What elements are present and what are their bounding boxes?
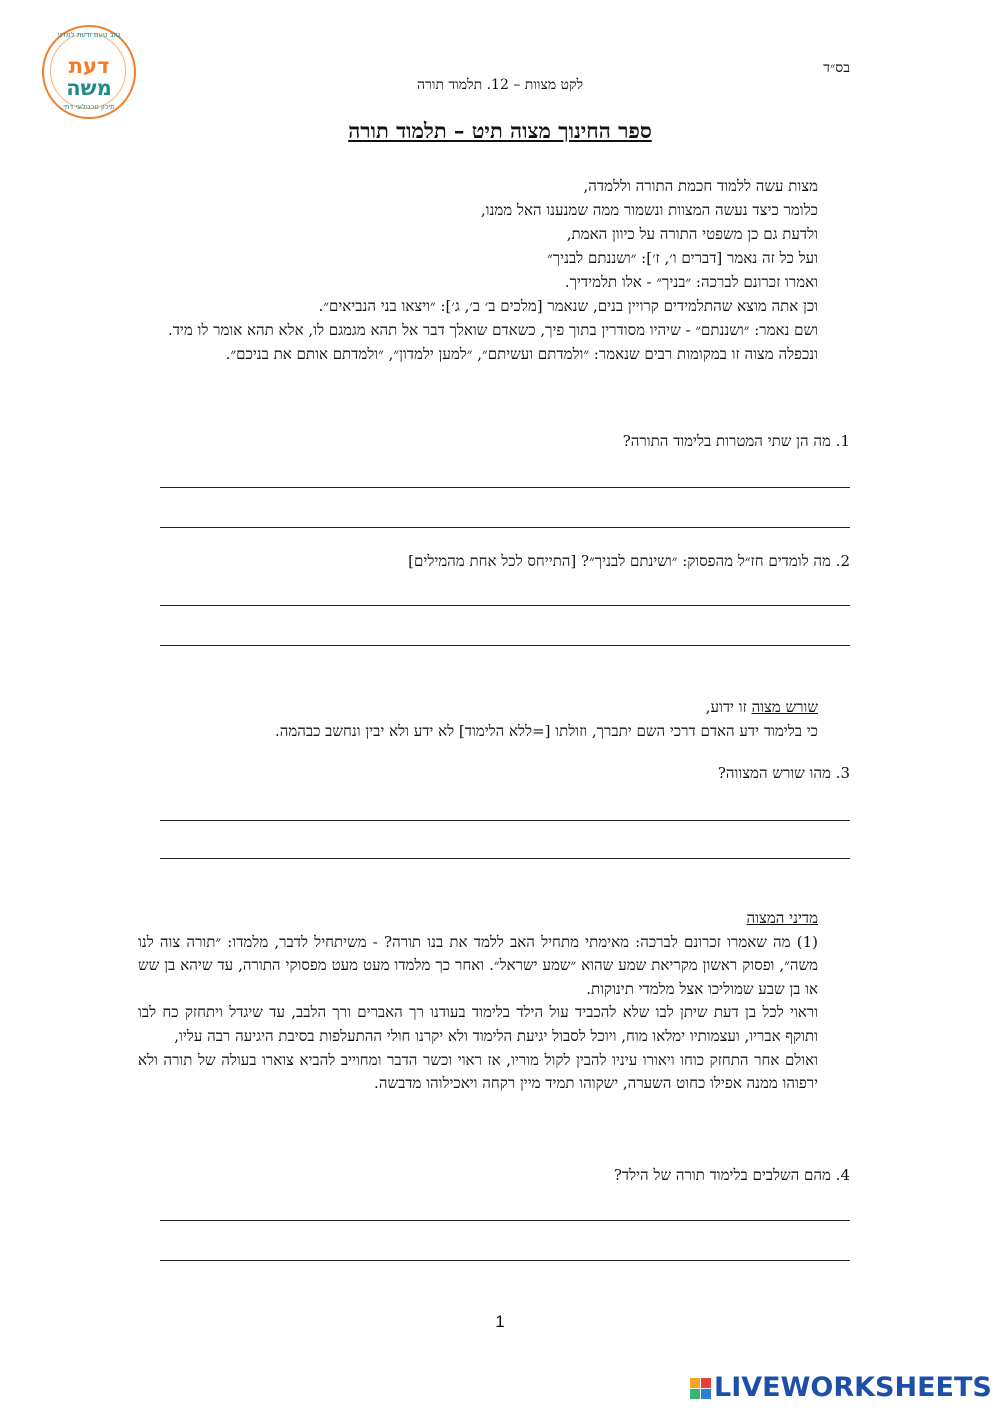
school-logo — [42, 25, 136, 119]
intro-line: ונכפלה מצוה זו במקומות רבים שנאמר: ״ולמדתם ועשיתם״, ״למען ילמדון״, ״ולמדתם אותם את בניכם״. — [225, 345, 818, 363]
intro-line: וכן אתה מוצא שהתלמידים קרויין בנים, שנאמר [מלכים ב׳ ב׳, ג׳]: ״ויצאו בני הנביאים״. — [318, 297, 818, 315]
logo-text-bottom: משה — [66, 76, 112, 100]
page-number: 1 — [495, 1312, 505, 1331]
answer-line-2a[interactable] — [160, 605, 850, 606]
dinim-paragraph: (1) מה שאמרו זכרונם לברכה: מאימתי מתחיל האב ללמד את בנו תורה? - משיתחיל לדבר, מלמדו: ״תורה צוה לנו משה״, ופסוק ראשון מקריאת שמע שהוא ״שמע ישראל״. ואחר כך מלמדו מעט מעט מפסוקי התורה, עד שיהא בן שש או בן שבע שמוליכו אצל מלמדי תינוקות. — [138, 932, 818, 998]
logo-ring-bottom-text: תיכון טכנולוגי דתי — [63, 103, 115, 111]
dinim-paragraph: ואולם אחר התחזק כוחו ויאורו עיניו להבין לקול מוריו, אז ראוי וכשר הדבר ומחוייב להביא צוארו בעולה של תורה ולא ירפוהו ממנה אפילו כחוט השערה, ישקוהו תמיד מיין רקחה ויאכילוהו מדבשה. — [138, 1050, 818, 1093]
shoresh-body: כי בלימוד ידע האדם דרכי השם יתברך, וזולתו [=ללא הלימוד] לא ידע ולא יבין ונחשב כבהמה. — [274, 722, 818, 740]
intro-line: ושם נאמר: ״ושננתם״ - שיהיו מסודרין בתוך פיך, כשאדם שואלך דבר אל תהא מגמגם לו, אלא תהא אומר לו מיד. — [167, 321, 818, 339]
brand-blocks-icon — [690, 1378, 712, 1400]
shoresh-heading: שורש מצוה — [751, 698, 818, 716]
page-subtitle: לקט מצוות – 12. תלמוד תורה — [416, 77, 584, 93]
bsd-mark: בס״ד — [823, 60, 850, 76]
page-title: ספר החינוך מצוה תיט – תלמוד תורה — [348, 118, 652, 143]
dinim-paragraph: וראוי לכל בן דעת שיתן לבו שלא להכביד עול הילד בלימוד בעודנו רך האברים ורך הלבב, עד שיגדל ויתחזק כח לבו ותוקף אבריו, ועצמותיו ימלאו מוח, ויוכל לסבול יגיעת הלימוד ולא יקרנו חולי ההתעלפות בסיבת היגיעה רבה עליו, — [138, 1003, 818, 1045]
intro-line: מצות עשה ללמוד חכמת התורה וללמדה, — [583, 177, 818, 195]
intro-line: ועל כל זה נאמר [דברים ו׳, ז׳]: ״ושננתם לבניך״ — [547, 249, 818, 267]
intro-line: כלומר כיצד נעשה המצוות ונשמור ממה שמנענו האל ממנו, — [480, 201, 818, 219]
shoresh-heading-line — [138, 695, 818, 719]
intro-line: ולדעת גם כן משפטי התורה על כיוון האמת, — [566, 225, 818, 243]
shoresh-section — [138, 695, 818, 743]
brand-wordmark: LIVEWORKSHEETS — [714, 1372, 992, 1403]
question-1: 1. מה הן שתי המטרות בלימוד התורה? — [622, 432, 850, 450]
answer-line-1b[interactable] — [160, 527, 850, 528]
answer-line-2b[interactable] — [160, 645, 850, 646]
answer-line-4a[interactable] — [160, 1220, 850, 1221]
answer-line-3b[interactable] — [160, 858, 850, 859]
logo-ring-top-text: טוב טעם ודעת למדני — [57, 31, 121, 39]
dinim-heading: מדיני המצוה — [746, 909, 818, 927]
intro-line: ואמרו זכרונם לברכה: ״בניך״ - אלו תלמידיך. — [564, 273, 818, 291]
answer-line-4b[interactable] — [160, 1260, 850, 1261]
logo-text-top: דעת — [68, 54, 110, 78]
intro-text — [138, 174, 818, 366]
question-3: 3. מהו שורש המצווה? — [717, 764, 850, 782]
shoresh-heading-rest: זו ידוע, — [705, 698, 752, 716]
answer-line-3a[interactable] — [160, 820, 850, 821]
question-2: 2. מה לומדים חז״ל מהפסוק: ״ושינתם לבניך״? [התייחס לכל אחת מהמילים] — [408, 552, 850, 570]
answer-line-1a[interactable] — [160, 487, 850, 488]
liveworksheets-brand[interactable] — [690, 1372, 990, 1406]
question-4: 4. מהם השלבים בלימוד תורה של הילד? — [613, 1166, 850, 1184]
dinim-section — [138, 907, 818, 1096]
